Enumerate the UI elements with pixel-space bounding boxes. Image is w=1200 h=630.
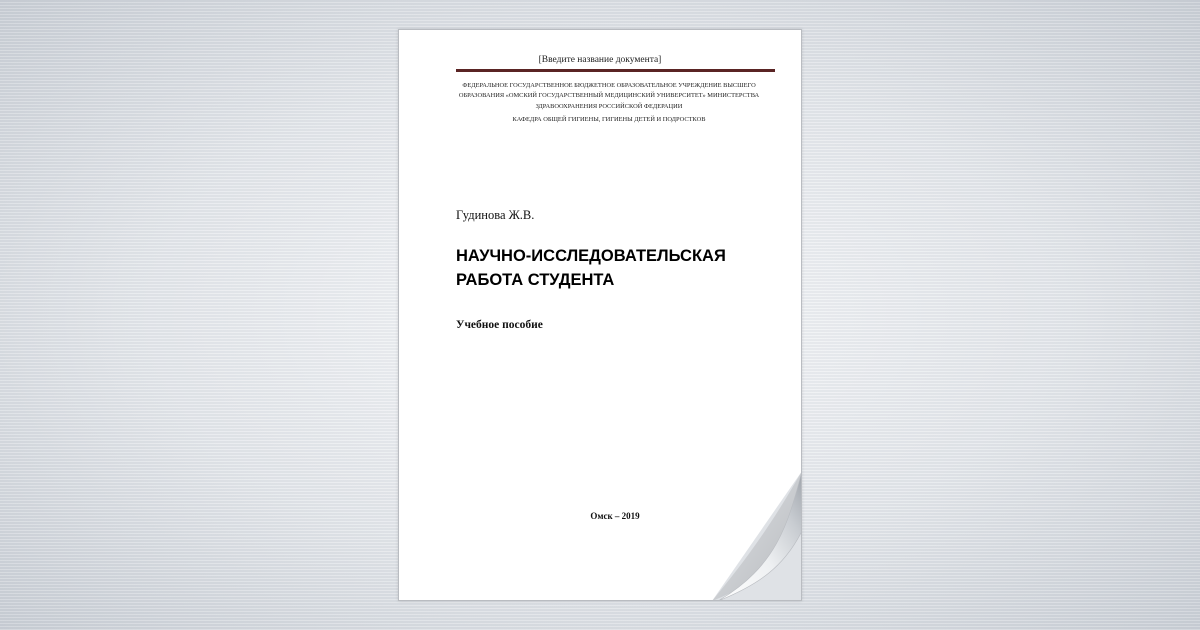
document-title-line-1: НАУЧНО-ИССЛЕДОВАТЕЛЬСКАЯ — [456, 247, 726, 265]
department-name: КАФЕДРА ОБЩЕЙ ГИГИЕНЫ, ГИГИЕНЫ ДЕТЕЙ И ПОДРОСТКОВ — [512, 116, 706, 123]
document-page — [398, 29, 802, 601]
header-rule — [456, 69, 775, 72]
document-title-line-2: РАБОТА СТУДЕНТА — [456, 271, 615, 289]
page-curl-icon — [712, 471, 802, 601]
document-header-placeholder[interactable]: [Введите название документа] — [538, 55, 662, 65]
organization-name: ФЕДЕРАЛЬНОЕ ГОСУДАРСТВЕННОЕ БЮДЖЕТНОЕ ОБРАЗОВАТЕЛЬНОЕ УЧРЕЖДЕНИЕ ВЫСШЕГО ОБРАЗОВАНИЯ «ОМСКИЙ ГОСУДАРСТВЕННЫЙ МЕДИЦИНСКИЙ УНИВЕРСИТЕТ» МИНИСТЕРСТВА ЗДРАВООХРАНЕНИЯ РОССИЙСКОЙ ФЕДЕРАЦИИ — [458, 82, 760, 110]
document-subtitle: Учебное пособие — [456, 319, 543, 331]
author-name: Гудинова Ж.В. — [456, 208, 535, 222]
place-year: Омск – 2019 — [590, 511, 640, 521]
document-title — [456, 244, 786, 292]
